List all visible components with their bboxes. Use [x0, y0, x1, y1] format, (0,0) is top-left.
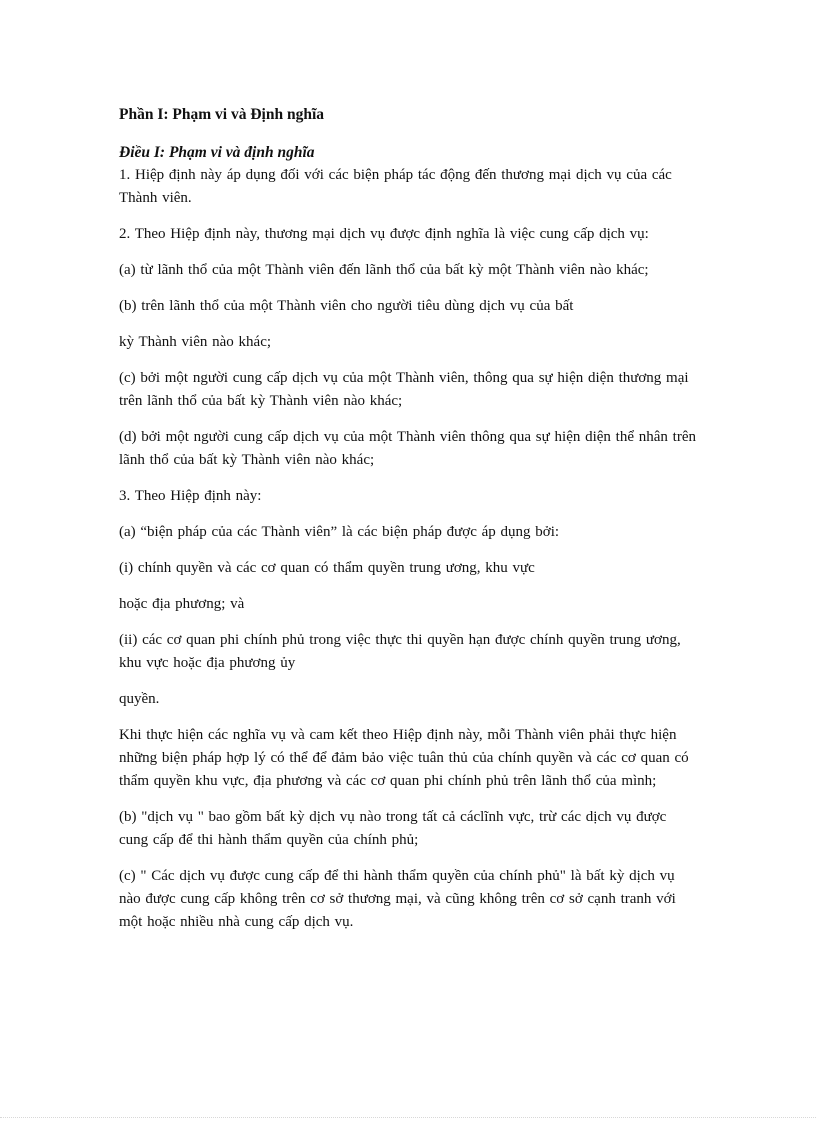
paragraph-9: (a) “biện pháp của các Thành viên” là các biện pháp được áp dụng bởi: — [119, 524, 560, 540]
paragraph-13: quyền. — [119, 691, 160, 707]
paragraph-5: kỳ Thành viên nào khác; — [119, 334, 272, 350]
paragraph-2: 2. Theo Hiệp định này, thương mại dịch vụ được định nghĩa là việc cung cấp dịch vụ: — [119, 226, 649, 242]
paragraph-16: (c) " Các dịch vụ được cung cấp để thi hành thẩm quyền của chính phủ" là bất kỳ dịch vụ nào được cung cấp không trên cơ sở thương mại, và cũng không trên cơ sở cạnh tranh với một hoặc nhiều nhà cung cấp dịch vụ. — [119, 868, 676, 930]
paragraph-6: (c) bởi một người cung cấp dịch vụ của một Thành viên, thông qua sự hiện diện thương mại trên lãnh thổ của bất kỳ Thành viên nào khác; — [119, 370, 689, 409]
paragraph-15: (b) "dịch vụ " bao gồm bất kỳ dịch vụ nào trong tất cả cáclĩnh vực, trừ các dịch vụ được cung cấp để thi hành thẩm quyền của chính phủ; — [119, 809, 667, 848]
paragraph-4: (b) trên lãnh thổ của một Thành viên cho người tiêu dùng dịch vụ của bất — [119, 298, 574, 314]
paragraph-11: hoặc địa phương; và — [119, 596, 245, 612]
paragraph-12: (ii) các cơ quan phi chính phủ trong việc thực thi quyền hạn được chính quyền trung ương, khu vực hoặc địa phương ủy — [119, 632, 681, 671]
article-title: Điều I: Phạm vi và định nghĩa — [119, 144, 315, 161]
paragraph-7: (d) bởi một người cung cấp dịch vụ của một Thành viên thông qua sự hiện diện thể nhân trên lãnh thổ của bất kỳ Thành viên nào khác; — [119, 429, 696, 468]
document-body — [119, 103, 699, 947]
page-bottom-divider — [0, 1117, 816, 1118]
paragraph-10: (i) chính quyền và các cơ quan có thẩm quyền trung ương, khu vực — [119, 560, 535, 576]
paragraph-8: 3. Theo Hiệp định này: — [119, 488, 262, 504]
paragraph-3: (a) từ lãnh thổ của một Thành viên đến lãnh thổ của bất kỳ một Thành viên nào khác; — [119, 262, 649, 278]
paragraph-1: 1. Hiệp định này áp dụng đối với các biện pháp tác động đến thương mại dịch vụ của các Thành viên. — [119, 167, 672, 206]
paragraph-14: Khi thực hiện các nghĩa vụ và cam kết theo Hiệp định này, mỗi Thành viên phải thực hiện những biện pháp hợp lý có thể để đảm bảo việc tuân thủ của chính quyền và các cơ quan có thẩm quyền khu vực, địa phương và các cơ quan phi chính phủ trên lãnh thổ của mình; — [119, 727, 689, 789]
part-title: Phần I: Phạm vi và Định nghĩa — [119, 106, 324, 123]
